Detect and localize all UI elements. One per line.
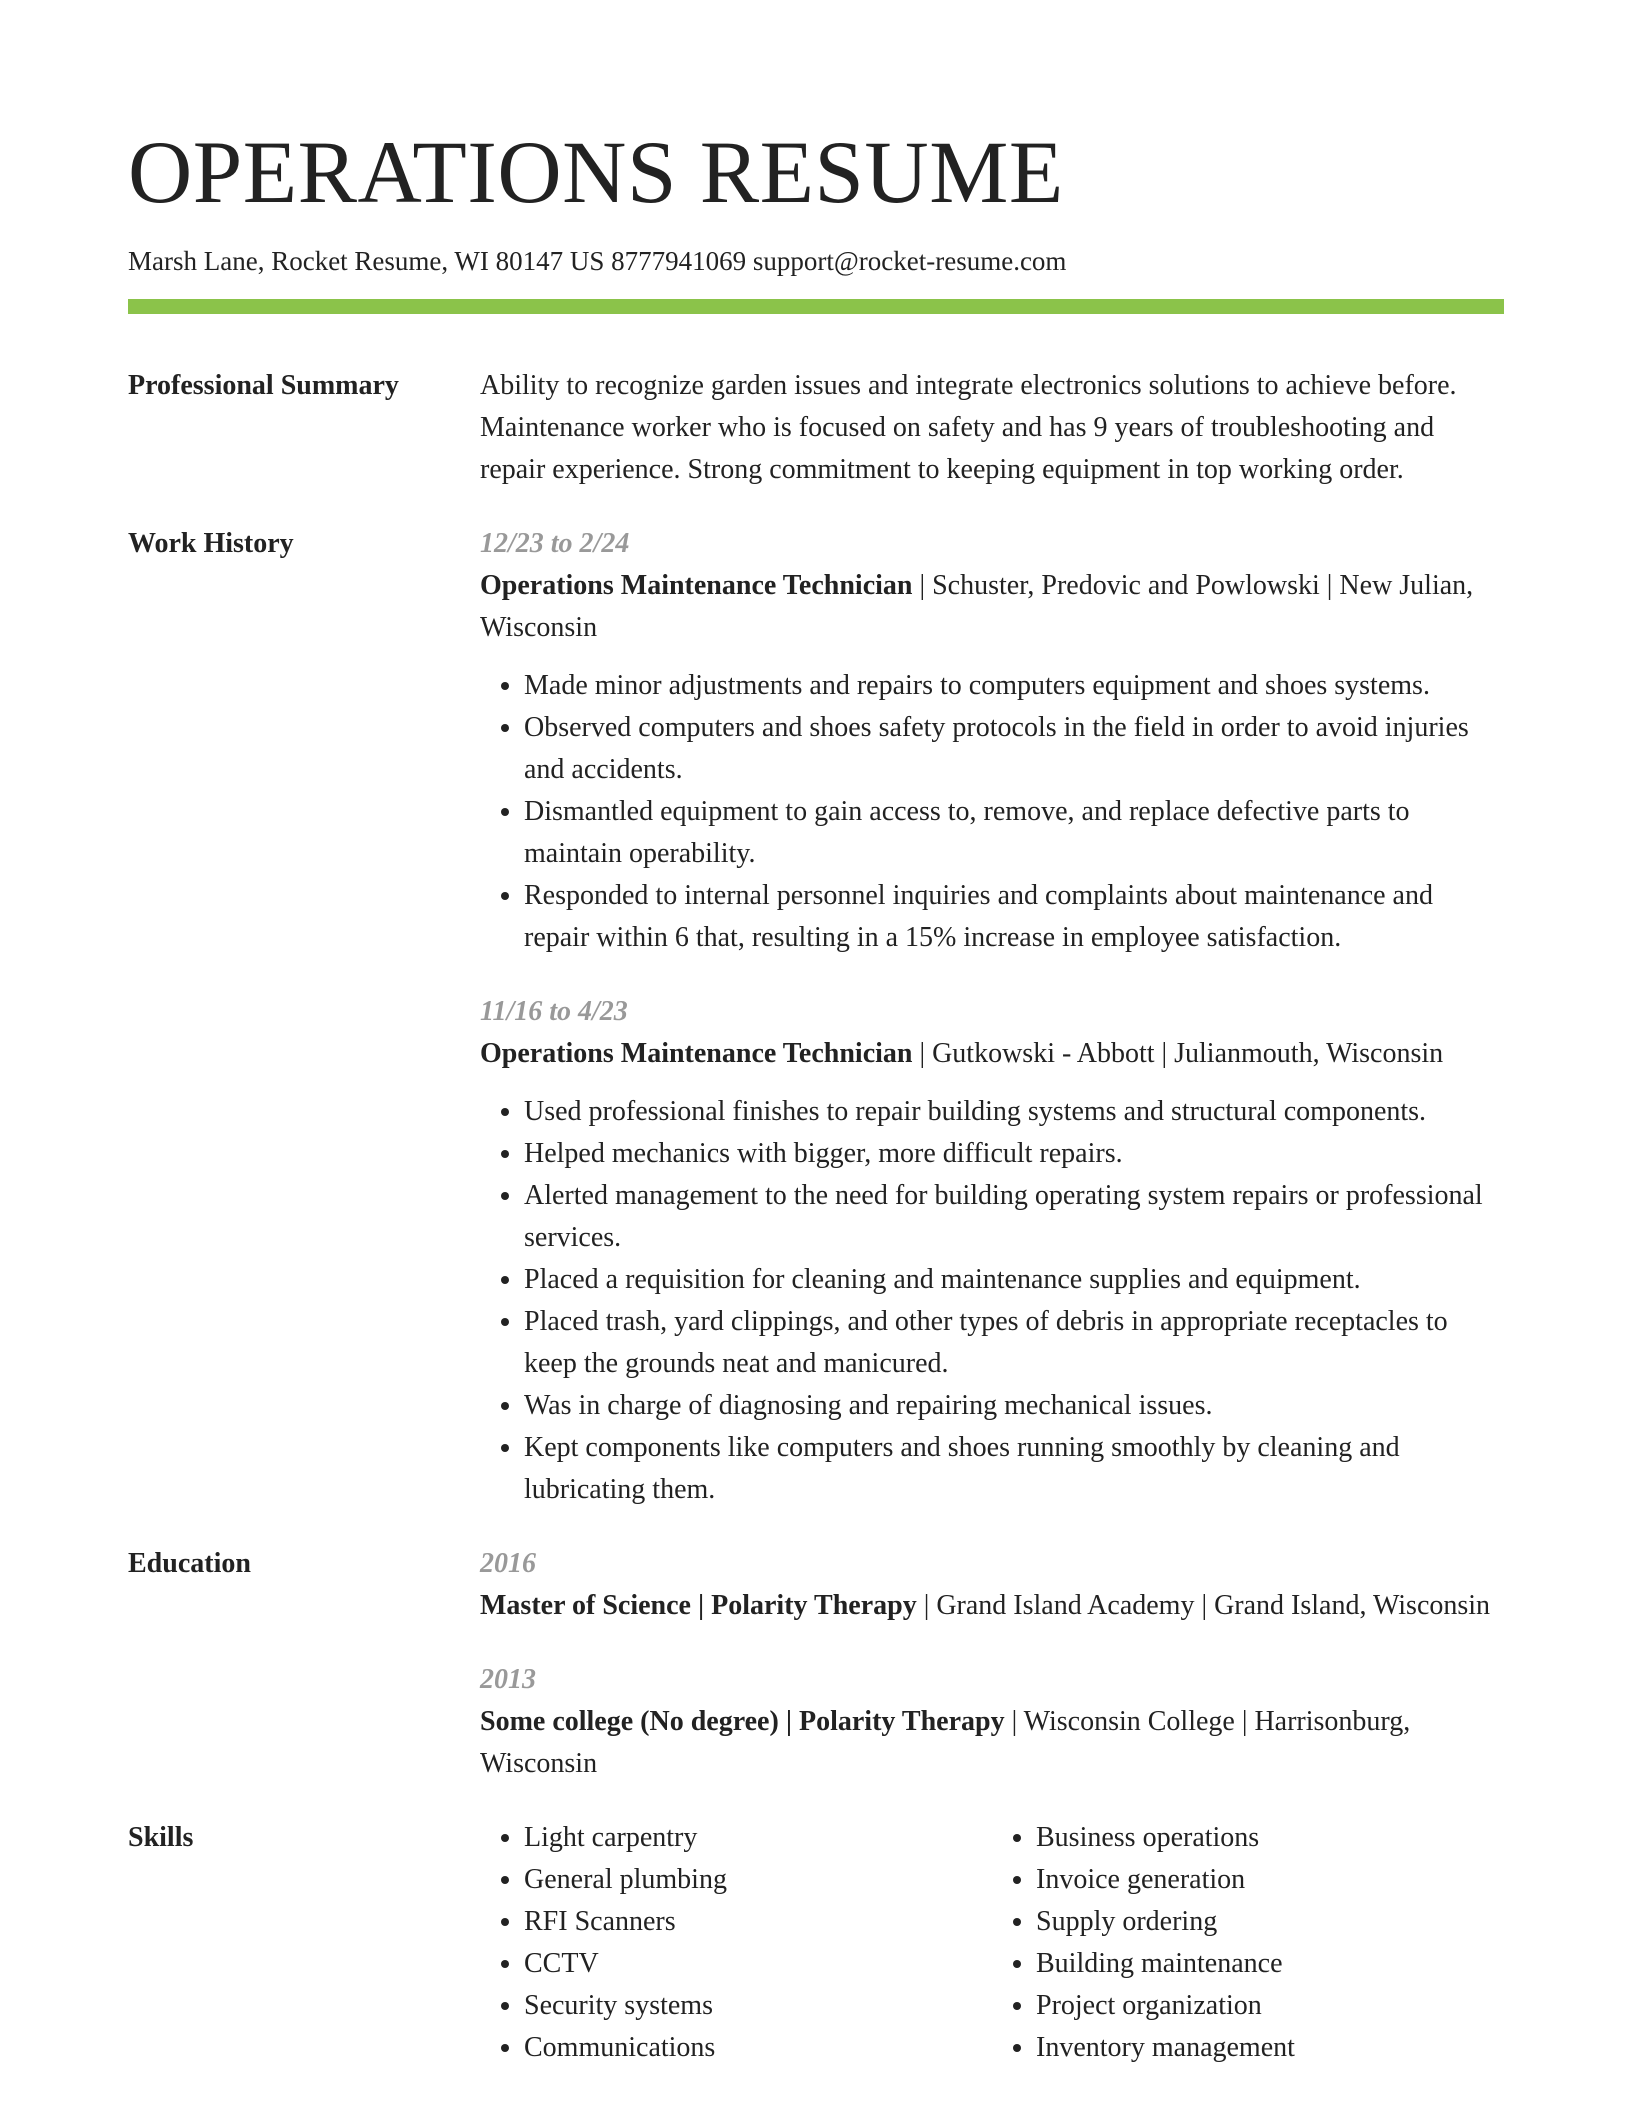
section-label-education: Education: [128, 1548, 251, 1579]
skill-item: • Building maintenance: [1036, 1943, 1504, 1985]
list-item: • Responded to internal personnel inquiries and complaints about maintenance and repair within 6 that, resulting in a 15% increase in employee satisfaction.: [524, 875, 1504, 959]
list-item: • Dismantled equipment to gain access to, remove, and replace defective parts to maintain operability.: [524, 791, 1504, 875]
list-item: • Made minor adjustments and repairs to computers equipment and shoes systems.: [524, 665, 1504, 707]
skill-item: • Communications: [524, 2027, 992, 2069]
job-bullets: [480, 665, 1504, 959]
job-details: | Schuster, Predovic and Powlowski | New Julian, Wisconsin: [480, 570, 1474, 643]
job-title: Operations Maintenance Technician: [480, 570, 913, 601]
education-year: 2013: [480, 1664, 536, 1695]
education-section: [128, 1543, 1504, 1785]
header-divider: [128, 299, 1504, 314]
education-details: | Grand Island Academy | Grand Island, Wisconsin: [916, 1590, 1491, 1621]
education-details: | Wisconsin College | Harrisonburg, Wisconsin: [480, 1706, 1411, 1779]
skills-section: [128, 1817, 1504, 2069]
education-entry: [480, 1543, 1504, 1627]
list-item: • Observed computers and shoes safety protocols in the field in order to avoid injuries and accidents.: [524, 707, 1504, 791]
list-item: • Used professional finishes to repair building systems and structural components.: [524, 1091, 1504, 1133]
skill-item: • Light carpentry: [524, 1817, 992, 1859]
degree-title: Some college (No degree) | Polarity Therapy: [480, 1706, 1005, 1737]
job-title: Operations Maintenance Technician: [480, 1038, 913, 1069]
section-label-work-history: Work History: [128, 528, 294, 559]
skill-item: • Project organization: [1036, 1985, 1504, 2027]
skill-item: • Supply ordering: [1036, 1901, 1504, 1943]
summary-section: [128, 365, 1504, 491]
skill-item: • General plumbing: [524, 1859, 992, 1901]
contact-line: Marsh Lane, Rocket Resume, WI 80147 US 8777941069 support@rocket-resume.com: [128, 246, 1067, 276]
section-label-skills: Skills: [128, 1822, 194, 1853]
job-bullets: [480, 1091, 1504, 1511]
list-item: • Placed a requisition for cleaning and maintenance supplies and equipment.: [524, 1259, 1504, 1301]
resume-page: [128, 118, 1504, 2069]
job-entry: [480, 991, 1504, 1511]
skills-list-right: [992, 1817, 1504, 2069]
section-label-summary: Professional Summary: [128, 370, 399, 401]
skill-item: • Security systems: [524, 1985, 992, 2027]
skill-item: • Business operations: [1036, 1817, 1504, 1859]
degree-title: Master of Science | Polarity Therapy: [480, 1590, 917, 1621]
job-entry: [480, 523, 1504, 959]
list-item: • Was in charge of diagnosing and repairing mechanical issues.: [524, 1385, 1504, 1427]
skill-item: • Invoice generation: [1036, 1859, 1504, 1901]
job-heading: [480, 565, 1504, 649]
list-item: • Placed trash, yard clippings, and other types of debris in appropriate receptacles to keep the grounds neat and manicured.: [524, 1301, 1504, 1385]
work-history-section: [128, 523, 1504, 1511]
job-details: | Gutkowski - Abbott | Julianmouth, Wisconsin: [912, 1038, 1444, 1069]
skill-item: • Inventory management: [1036, 2027, 1504, 2069]
education-heading: [480, 1585, 1504, 1627]
education-heading: [480, 1701, 1504, 1785]
list-item: • Helped mechanics with bigger, more difficult repairs.: [524, 1133, 1504, 1175]
list-item: • Alerted management to the need for building operating system repairs or professional services.: [524, 1175, 1504, 1259]
summary-text: Ability to recognize garden issues and integrate electronics solutions to achieve before. Maintenance worker who is focused on safety and has 9 years of troubleshooting and repair experience. Strong commitment to keeping equipment in top working order.: [480, 370, 1457, 485]
job-heading: [480, 1033, 1504, 1075]
list-item: • Kept components like computers and shoes running smoothly by cleaning and lubricating them.: [524, 1427, 1504, 1511]
education-year: 2016: [480, 1548, 536, 1579]
skill-item: • CCTV: [524, 1943, 992, 1985]
skills-list-left: [480, 1817, 992, 2069]
page-title: OPERATIONS RESUME: [128, 124, 1064, 222]
job-dates: 11/16 to 4/23: [480, 996, 628, 1027]
education-entry: [480, 1659, 1504, 1785]
skills-columns: [480, 1817, 1504, 2069]
skill-item: • RFI Scanners: [524, 1901, 992, 1943]
job-dates: 12/23 to 2/24: [480, 528, 630, 559]
